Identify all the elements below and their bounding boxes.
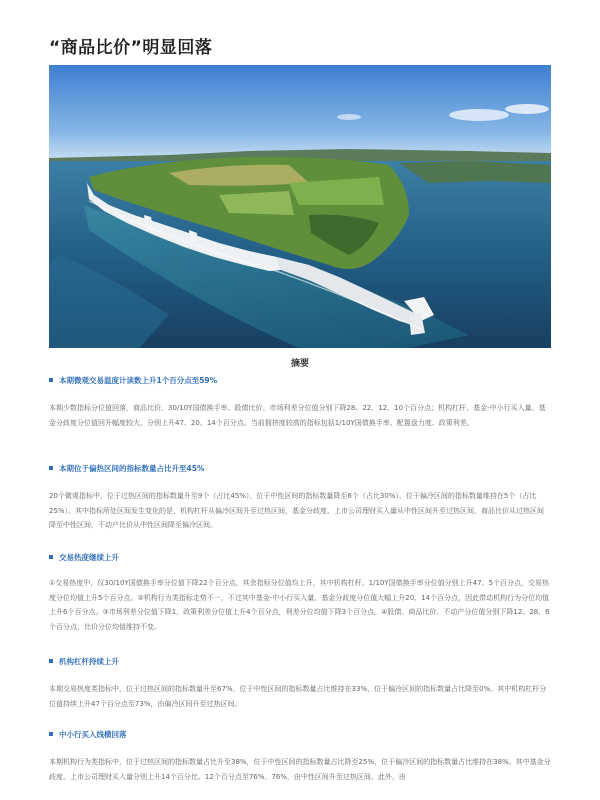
cloud [449, 109, 509, 121]
section-body: 20个微观指标中，位于过热区间的指标数量升至9个（占比45%）、位于中性区间的指标数量降至6个（占比30%）、位于偏冷区间的指标数量维持在5个（占比25%）。其中指标所处区间发生变化的是，机构杠杆从偏冷区间升至过热区间，基金分歧度、上市公司理财买入量从中性区间升至过热区间，商品比价从过热区间降至中性区间，不动产比价从中性区间降至偏冷区间。 [49, 492, 545, 529]
section-heading-text: 本期位于偏热区间的指标数量占比升至45% [59, 464, 205, 473]
page-title: “商品比价”明显回落 [49, 38, 213, 58]
coastal-cliffs-photo [49, 65, 551, 348]
cloud [505, 104, 549, 114]
section-heading [49, 375, 217, 386]
section-heading-text: 交易热度继续上升 [59, 553, 119, 562]
section-body: 本期交易热度类指标中，位于过热区间的指标数量升至67%、位于中性区间的指标数量占比维持在33%，位于偏冷区间的指标数量占比降至0%。其中机构杠杆分位值持续上升47个百分点至73%，由偏冷区间升至过热区间。 [49, 685, 547, 708]
bullet-square-icon [49, 466, 53, 470]
section-body: 本期少数指标分位值回落，商品比价、30/10Y国债换手率、股债比价、市场利差分位值分别下降28、22、12、10个百分点；机构杠杆、基金-中小行买入量、基金分歧度分位值回升幅度较大，分别上升47、20、14个百分点。当前拥挤度较高的指标包括1/10Y国债换手率、配置盘力度、政策利差。 [49, 404, 546, 427]
section-body: ①交易热度中，仅30/10Y国债换手率分位值下降22个百分点，其余指标分位值均上升，其中机构杠杆、1/10Y国债换手率分位值分别上升47、5个百分点，交易热度分位均值上升5个百分点。②机构行为类指标走势不一，不过其中基金-中小行买入量、基金分歧度分位值大幅上升20、14个百分点，因此带动机构行为分位均值上升6个百分点。③市场利差分位值下降1，政策利差分位值上升4个百分点，利差分位均值下降3个百分点。④股债、商品比价、不动产分位值分别下降12、28、6个百分点，比价分位均值维持不变。 [49, 579, 550, 631]
bullet-square-icon [49, 555, 53, 559]
cloud [337, 114, 361, 120]
field-patch [219, 191, 294, 215]
section-heading-text: 本期微观交易温度计读数上升1个百分点至59% [59, 376, 218, 385]
bullet-square-icon [49, 378, 53, 382]
coastal-cliffs-illustration [49, 65, 551, 348]
section-body: 本期机构行为类指标中，位于过热区间的指标数量占比升至38%，位于中性区间的指标数量占比降至25%，位于偏冷区间的指标数量占比维持在38%。其中基金分歧度、上市公司理财买入量分别上升14个百分比、12个百分点至76%、76%，由中性区间升至过热区间。此外，由 [49, 758, 551, 781]
bullet-square-icon [49, 659, 53, 663]
section-heading-text: 中小行买入线横回落 [59, 730, 127, 739]
bullet-square-icon [49, 732, 53, 736]
section-heading [49, 552, 119, 563]
image-caption: 摘要 [290, 359, 309, 369]
section-heading-text: 机构杠杆持续上升 [59, 657, 119, 666]
section-heading [49, 463, 204, 474]
section-heading [49, 729, 127, 740]
section-heading [49, 656, 119, 667]
